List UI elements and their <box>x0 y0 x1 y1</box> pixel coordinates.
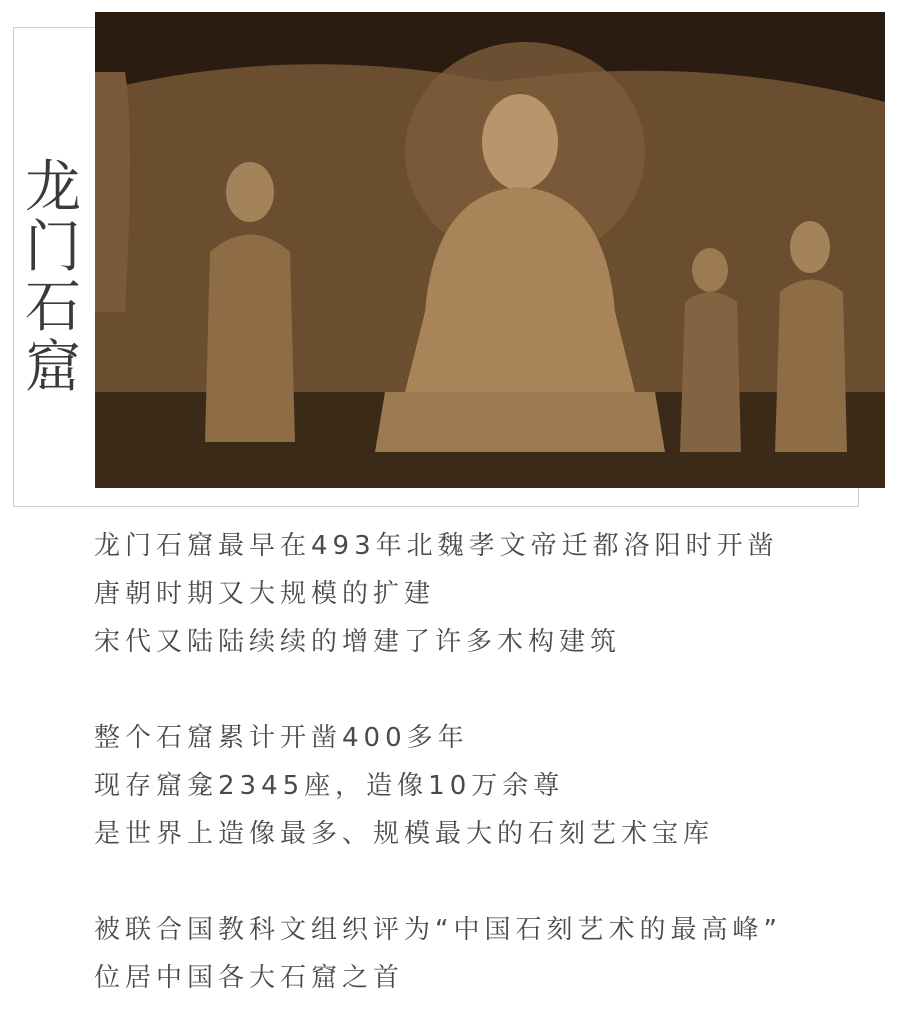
text-line: 位居中国各大石窟之首 <box>94 963 405 993</box>
text-line: 宋代又陆陆续续的增建了许多木构建筑 <box>94 627 622 657</box>
text-line: 整个石窟累计开凿400多年 <box>94 723 469 753</box>
title-char: 龙 <box>25 155 81 220</box>
buddha-statues-illustration <box>95 12 885 488</box>
text-line: 被联合国教科文组织评为“中国石刻艺术的最高峰” <box>94 915 782 945</box>
description-text <box>94 522 874 1002</box>
paragraph <box>94 714 874 858</box>
title-char: 窟 <box>25 335 81 400</box>
vertical-title <box>22 155 84 400</box>
title-char: 石 <box>25 275 81 340</box>
paragraph <box>94 522 874 666</box>
text-line: 是世界上造像最多、规模最大的石刻艺术宝库 <box>94 819 715 849</box>
text-line: 现存窟龛2345座，造像10万余尊 <box>94 771 565 801</box>
text-line: 龙门石窟最早在493年北魏孝文帝迁都洛阳时开凿 <box>94 531 779 561</box>
grotto-photo <box>95 12 885 488</box>
title-char: 门 <box>25 215 81 280</box>
text-line: 唐朝时期又大规模的扩建 <box>94 579 436 609</box>
paragraph <box>94 906 874 1002</box>
